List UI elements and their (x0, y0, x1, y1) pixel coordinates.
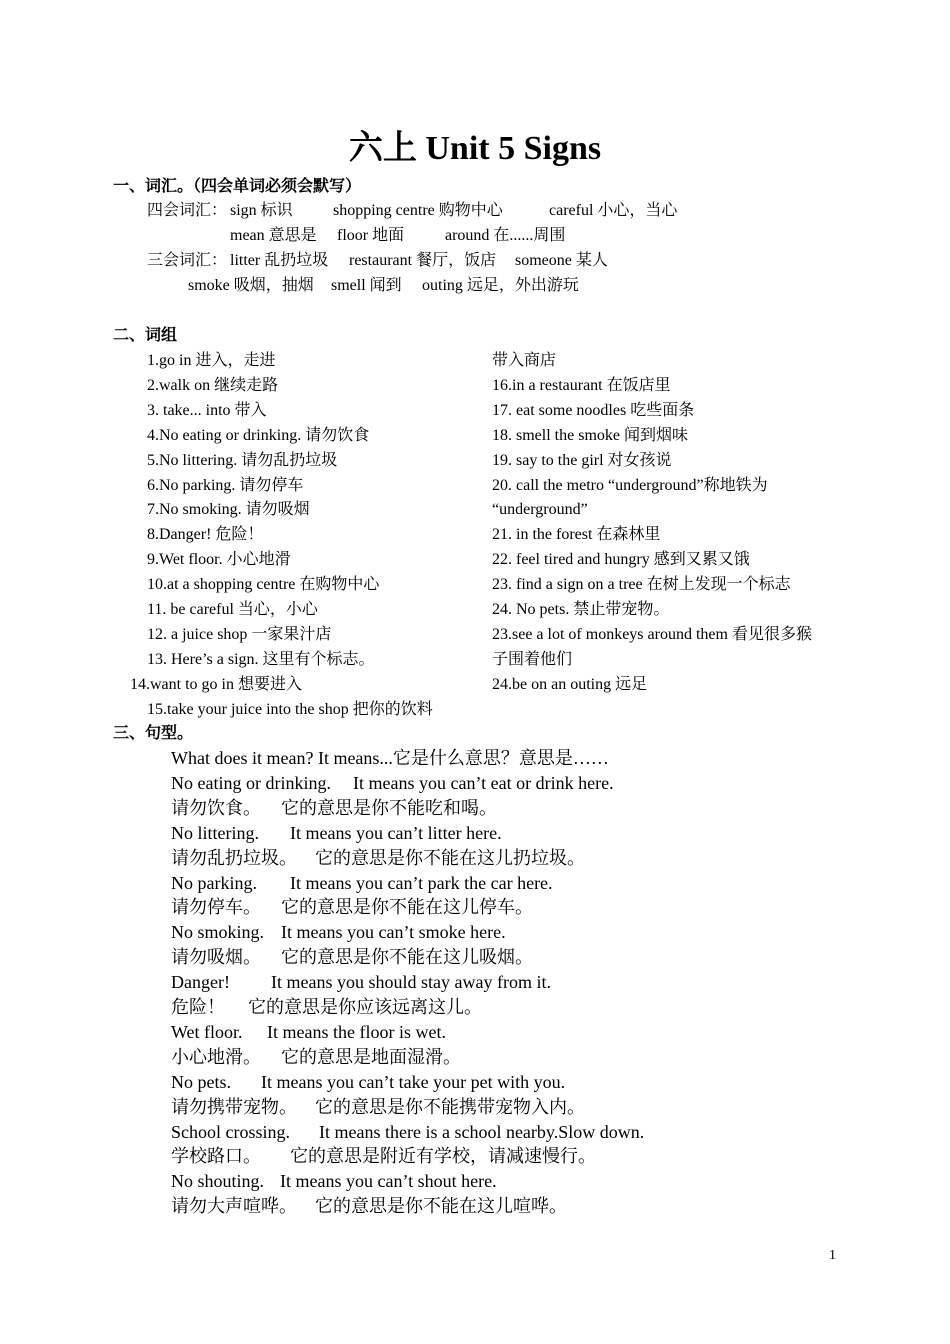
sentence-sign: No smoking. (171, 922, 265, 943)
sentence-meaning: It means you can’t litter here. (290, 822, 502, 843)
phrase-item: 9.Wet floor. 小心地滑 (147, 551, 291, 569)
phrase-item: 2.walk on 继续走路 (147, 376, 279, 394)
sentence-meaning: It means you can’t eat or drink here. (353, 772, 614, 793)
phrase-item: 23. find a sign on a tree 在树上发现一个标志 (492, 576, 791, 594)
sentence-meaning: 它的意思是你不能吃和喝。 (281, 797, 497, 818)
phrase-item: 11. be careful 当心，小心 (147, 601, 318, 618)
phrase-item: 15.take your juice into the shop 把你的饮料 (147, 700, 433, 718)
vocab-item: smoke 吸烟，抽烟 (188, 277, 314, 294)
sentence-meaning: 它的意思是地面湿滑。 (281, 1046, 461, 1067)
sentence-meaning: 它的意思是你不能在这儿喧哗。 (315, 1196, 567, 1217)
sentence-meaning: 它的意思是你应该远离这儿。 (248, 997, 482, 1017)
sentence-meaning: 它的意思是你不能在这儿吸烟。 (281, 947, 533, 968)
phrase-item: 24.be on an outing 远足 (492, 675, 648, 693)
phrase-item: 4.No eating or drinking. 请勿饮食 (147, 426, 370, 444)
sentence-meaning: 它的意思是附近有学校，请减速慢行。 (290, 1146, 596, 1167)
sentence-meaning: 它的意思是你不能在这儿扔垃圾。 (315, 847, 585, 868)
three-skill-label: 三会词汇： (147, 252, 228, 269)
sentence-sign: No pets. (171, 1071, 231, 1092)
sentence-meaning: It means there is a school nearby.Slow down. (319, 1121, 645, 1142)
sentence-meaning: It means you can’t take your pet with you. (261, 1071, 566, 1092)
sentence-meaning: It means you can’t smoke here. (281, 922, 506, 943)
phrase-item: 18. smell the smoke 闻到烟味 (492, 426, 688, 444)
sentence-sign: 小心地滑。 (171, 1046, 261, 1067)
sentence-meaning: 它的意思是你不能在这儿停车。 (281, 897, 533, 918)
phrase-item: 16.in a restaurant 在饭店里 (492, 376, 671, 394)
sentence-sign: School crossing. (171, 1121, 290, 1142)
vocab-item: around 在......周围 (445, 227, 566, 244)
sentence-sign: Wet floor. (171, 1021, 243, 1042)
phrase-item: 带入商店 (492, 352, 557, 369)
phrase-item: 23.see a lot of monkeys around them 看见很多猴 (492, 625, 812, 643)
vocab-item: careful 小心，当心 (549, 202, 678, 219)
sentence-sign: 学校路口。 (171, 1146, 261, 1167)
phrase-item: 6.No parking. 请勿停车 (147, 476, 304, 494)
phrase-item: 13. Here’s a sign. 这里有个标志。 (147, 650, 375, 668)
vocab-item: mean 意思是 (230, 227, 317, 244)
section1-heading: 一、词汇。（四会单词必须会默写） (113, 178, 362, 195)
sentence-sign: 请勿饮食。 (171, 797, 261, 818)
sentence-sign: 请勿大声喧哗。 (171, 1196, 297, 1217)
vocab-item: litter 乱扔垃圾 (230, 252, 329, 269)
sentence-meaning: It means you can’t shout here. (280, 1171, 497, 1192)
vocab-item: shopping centre 购物中心 (333, 202, 503, 219)
phrase-item: 子围着他们 (492, 650, 573, 668)
vocab-item: sign 标识 (230, 202, 293, 219)
sentence-sign: No shouting. (171, 1171, 265, 1192)
sentence-sign: No littering. (171, 822, 259, 843)
vocab-item: floor 地面 (337, 227, 405, 244)
page-number: 1 (829, 1248, 836, 1263)
phrase-item: 3. take... into 带入 (147, 401, 267, 419)
phrase-item: 20. call the metro “underground”称地铁为 (492, 476, 768, 494)
sentence-meaning: 它的意思是你不能携带宠物入内。 (315, 1096, 585, 1117)
sentence-sign: 请勿停车。 (171, 897, 261, 918)
sentence-sign: No parking. (171, 872, 257, 893)
phrase-item: 1.go in 进入，走进 (147, 352, 276, 369)
vocab-item: someone 某人 (515, 252, 608, 269)
sentence-sign: 请勿携带宠物。 (171, 1096, 297, 1117)
phrase-item: 22. feel tired and hungry 感到又累又饿 (492, 551, 750, 569)
sentence-sign: 请勿乱扔垃圾。 (171, 847, 297, 868)
sentence-meaning: It means you can’t park the car here. (290, 872, 553, 893)
section2-heading: 二、词组 (113, 327, 178, 344)
sentence-meaning: It means you should stay away from it. (271, 972, 551, 993)
vocab-item: outing 远足，外出游玩 (422, 277, 579, 294)
phrase-item: 8.Danger! 危险！ (147, 526, 264, 544)
sentence-sign: 危险！ (171, 997, 225, 1017)
phrase-item: 19. say to the girl 对女孩说 (492, 451, 672, 469)
sentence-sign: No eating or drinking. (171, 772, 331, 793)
sentence-sign: Danger! (171, 972, 230, 993)
section3-heading: 三、句型。 (113, 725, 194, 742)
page-title: 六上 Unit 5 Signs (348, 130, 602, 167)
vocab-item: smell 闻到 (331, 277, 402, 294)
phrase-item: 10.at a shopping centre 在购物中心 (147, 576, 380, 594)
phrase-item: 17. eat some noodles 吃些面条 (492, 401, 695, 419)
phrase-item: 14.want to go in 想要进入 (130, 675, 302, 693)
phrase-item: 21. in the forest 在森林里 (492, 526, 661, 544)
phrase-item: “underground” (492, 501, 588, 519)
sentence-sign: 请勿吸烟。 (171, 947, 261, 968)
four-skill-label: 四会词汇： (147, 202, 228, 219)
vocab-item: restaurant 餐厅，饭店 (349, 252, 497, 269)
phrase-item: 24. No pets. 禁止带宠物。 (492, 601, 670, 618)
sentence-meaning: It means the floor is wet. (267, 1021, 446, 1042)
phrase-item: 7.No smoking. 请勿吸烟 (147, 501, 310, 519)
phrase-item: 12. a juice shop 一家果汁店 (147, 625, 332, 643)
phrase-item: 5.No littering. 请勿乱扔垃圾 (147, 451, 338, 469)
sentence-sign: What does it mean? It means...它是什么意思？意思是…… (171, 748, 609, 768)
